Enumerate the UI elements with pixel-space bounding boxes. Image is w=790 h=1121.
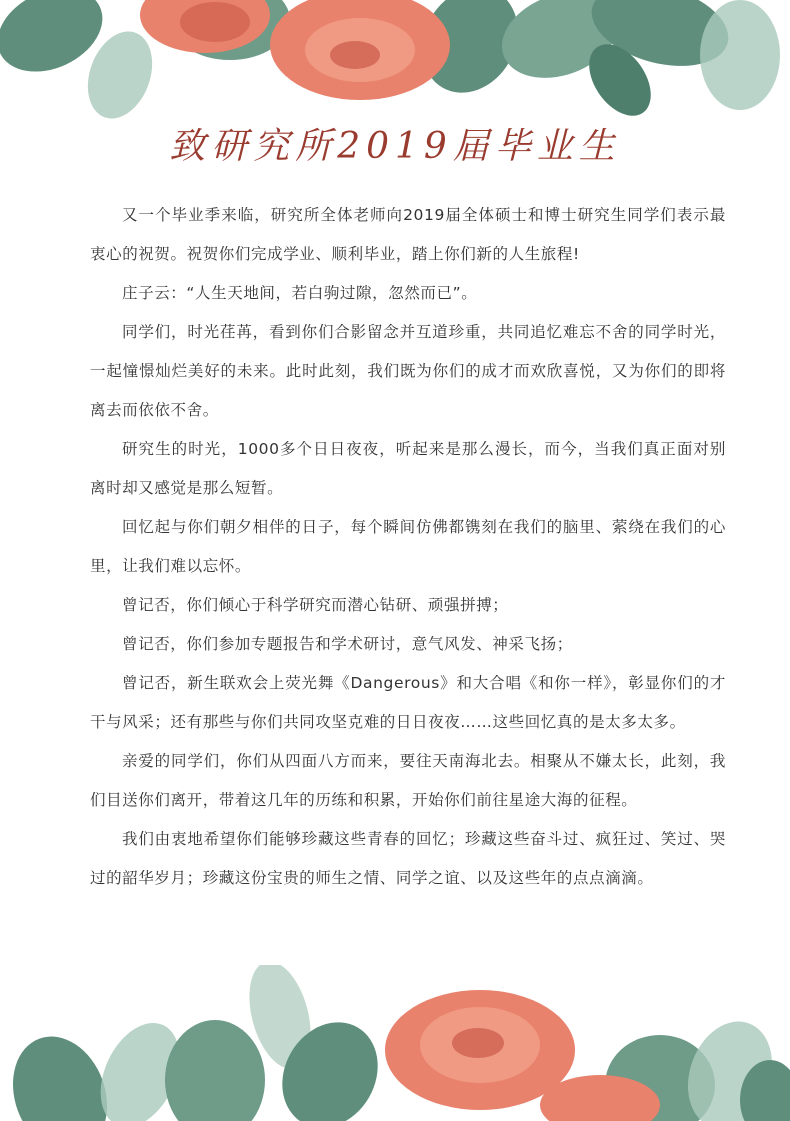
paragraph: 研究生的时光，1000多个日日夜夜，听起来是那么漫长，而今，当我们真正面对别离时却又感觉是那么短暂。 xyxy=(90,440,726,497)
paragraph: 曾记否，新生联欢会上荧光舞《Dangerous》和大合唱《和你一样》，彰显你们的才干与风采；还有那些与你们共同攻坚克难的日日夜夜……这些回忆真的是太多太多。 xyxy=(90,674,726,731)
paragraph: 庄子云：“人生天地间，若白驹过隙，忽然而已”。 xyxy=(122,284,478,302)
top-floral-decoration xyxy=(0,0,790,120)
bottom-floral-decoration xyxy=(0,965,790,1121)
paragraph: 曾记否，你们参加专题报告和学术研讨，意气风发、神采飞扬； xyxy=(122,635,573,653)
paragraph: 曾记否，你们倾心于科学研究而潜心钻研、顽强拼搏； xyxy=(122,596,509,614)
letter-body xyxy=(90,196,726,898)
letter-title: 致研究所2019届毕业生 xyxy=(169,126,621,167)
paragraph: 亲爱的同学们，你们从四面八方而来，要往天南海北去。相聚从不嫌太长，此刻，我们目送你们离开，带着这几年的历练和积累，开始你们前往星途大海的征程。 xyxy=(90,752,726,809)
paragraph: 回忆起与你们朝夕相伴的日子，每个瞬间仿佛都镌刻在我们的脑里、萦绕在我们的心里，让我们难以忘怀。 xyxy=(90,518,726,575)
paragraph: 我们由衷地希望你们能够珍藏这些青春的回忆；珍藏这些奋斗过、疯狂过、笑过、哭过的韶华岁月；珍藏这份宝贵的师生之情、同学之谊、以及这些年的点点滴滴。 xyxy=(90,830,726,887)
paragraph: 又一个毕业季来临，研究所全体老师向2019届全体硕士和博士研究生同学们表示最衷心的祝贺。祝贺你们完成学业、顺利毕业，踏上你们新的人生旅程! xyxy=(90,206,726,263)
paragraph: 同学们，时光荏苒，看到你们合影留念并互道珍重，共同追忆难忘不舍的同学时光，一起憧憬灿烂美好的未来。此时此刻，我们既为你们的成才而欢欣喜悦，又为你们的即将离去而依依不舍。 xyxy=(90,323,726,419)
